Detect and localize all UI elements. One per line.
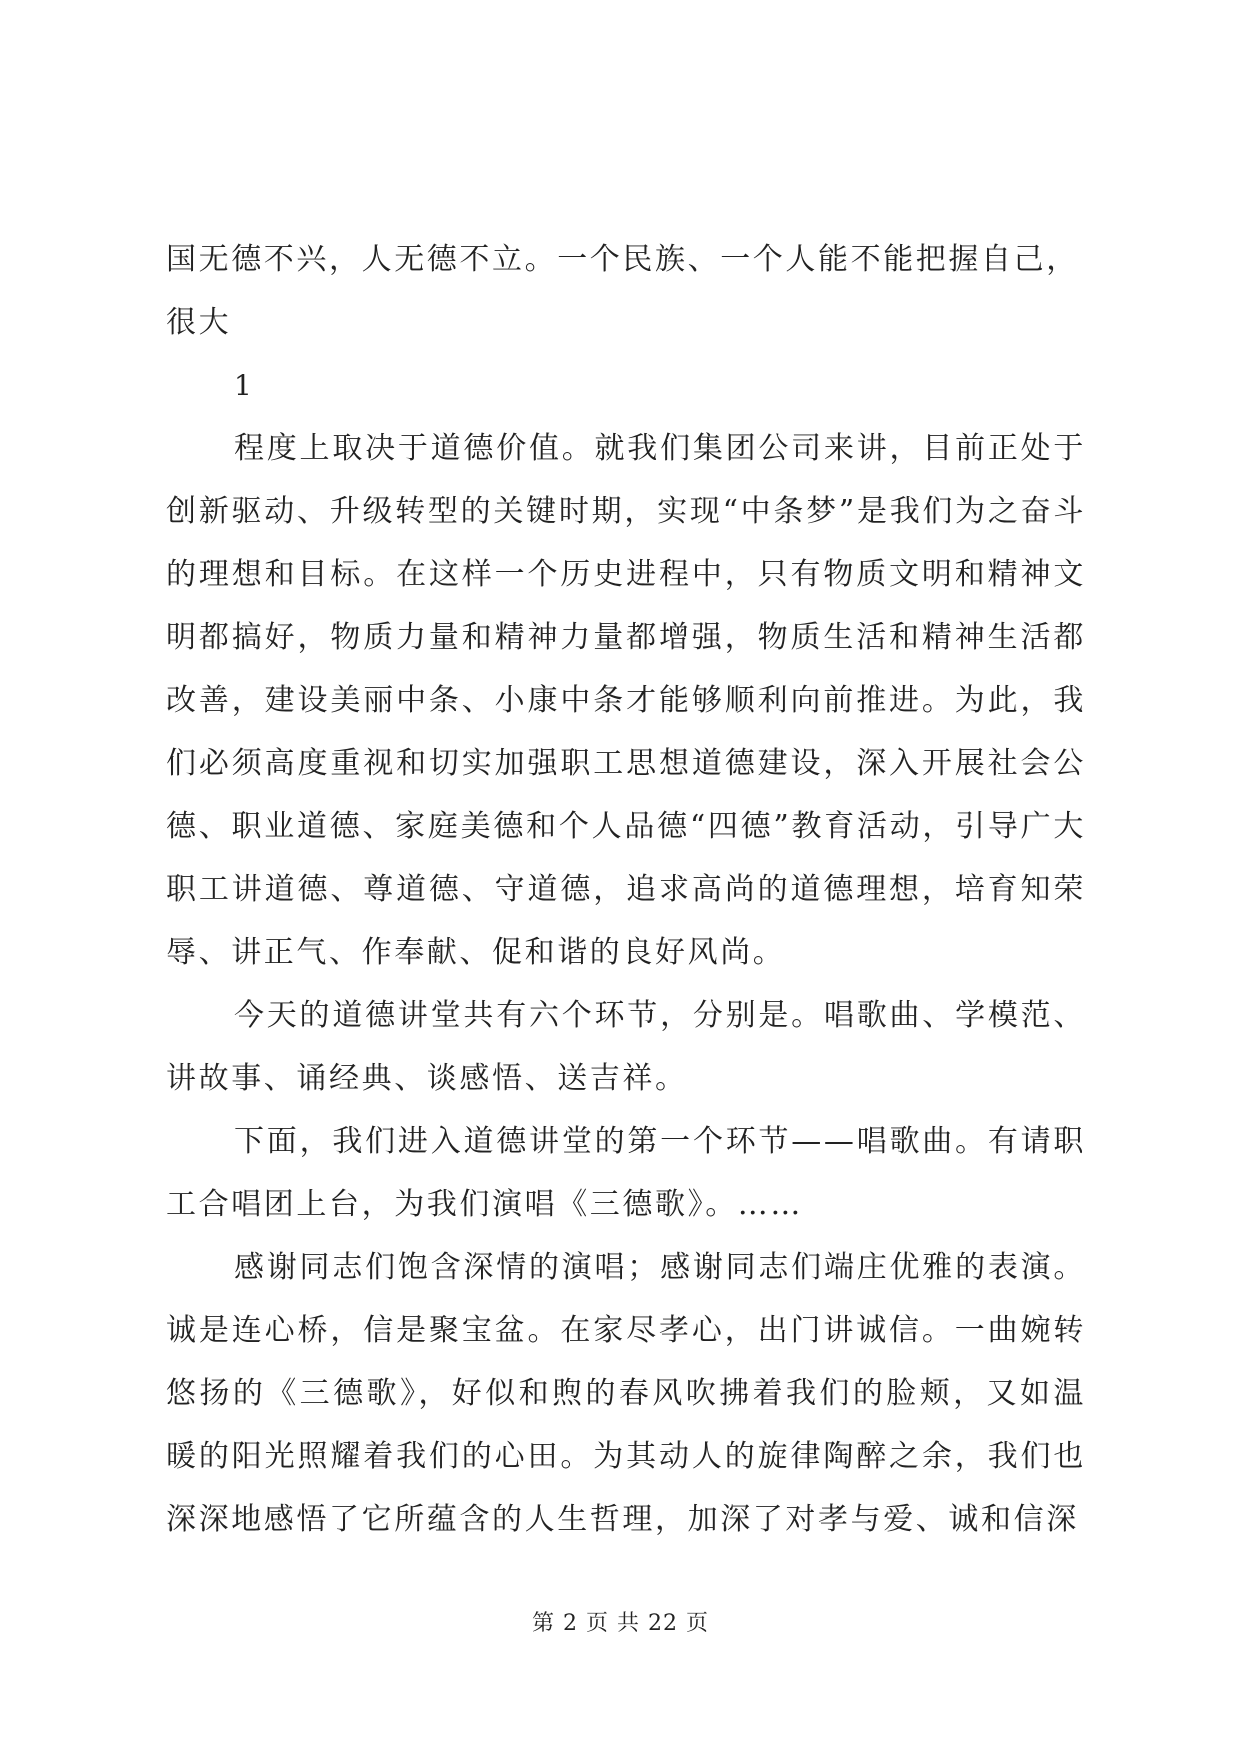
opening-line-2: 很大 [166,305,232,340]
inline-page-marker: 1 [234,369,252,402]
opening-paragraph [166,228,1086,354]
paragraph-moral-value: 程度上取决于道德价值。就我们集团公司来讲，目前正处于创新驱动、升级转型的关键时期，实现“中条梦”是我们为之奋斗的理想和目标。在这样一个历史进程中，只有物质文明和精神文明都搞好，物质力量和精神力量都增强，物质生活和精神生活都改善，建设美丽中条、小康中条才能够顺利向前推进。为此，我们必须高度重视和切实加强职工思想道德建设，深入开展社会公德、职业道德、家庭美德和个人品德“四德”教育活动，引导广大职工讲道德、尊道德、守道德，追求高尚的道德理想，培育知荣辱、讲正气、作奉献、促和谐的良好风尚。 [166,431,1086,970]
paragraph-first-section: 下面，我们进入道德讲堂的第一个环节——唱歌曲。有请职工合唱团上台，为我们演唱《三德歌》。…… [166,1124,1086,1222]
paragraph-thanks: 感谢同志们饱含深情的演唱；感谢同志们端庄优雅的表演。诚是连心桥，信是聚宝盆。在家尽孝心，出门讲诚信。一曲婉转悠扬的《三德歌》，好似和煦的春风吹拂着我们的脸颊，又如温暖的阳光照耀着我们的心田。为其动人的旋律陶醉之余，我们也深深地感悟了它所蕴含的人生哲理，加深了对孝与爱、诚和信深 [166,1250,1086,1537]
document-body [166,228,1086,1551]
opening-line-1: 国无德不兴，人无德不立。一个民族、一个人能不能把握自己， [166,242,1079,277]
paragraph-six-sections: 今天的道德讲堂共有六个环节，分别是。唱歌曲、学模范、讲故事、诵经典、谈感悟、送吉祥。 [166,998,1086,1096]
page-footer: 第 2 页 共 22 页 [532,1611,709,1636]
